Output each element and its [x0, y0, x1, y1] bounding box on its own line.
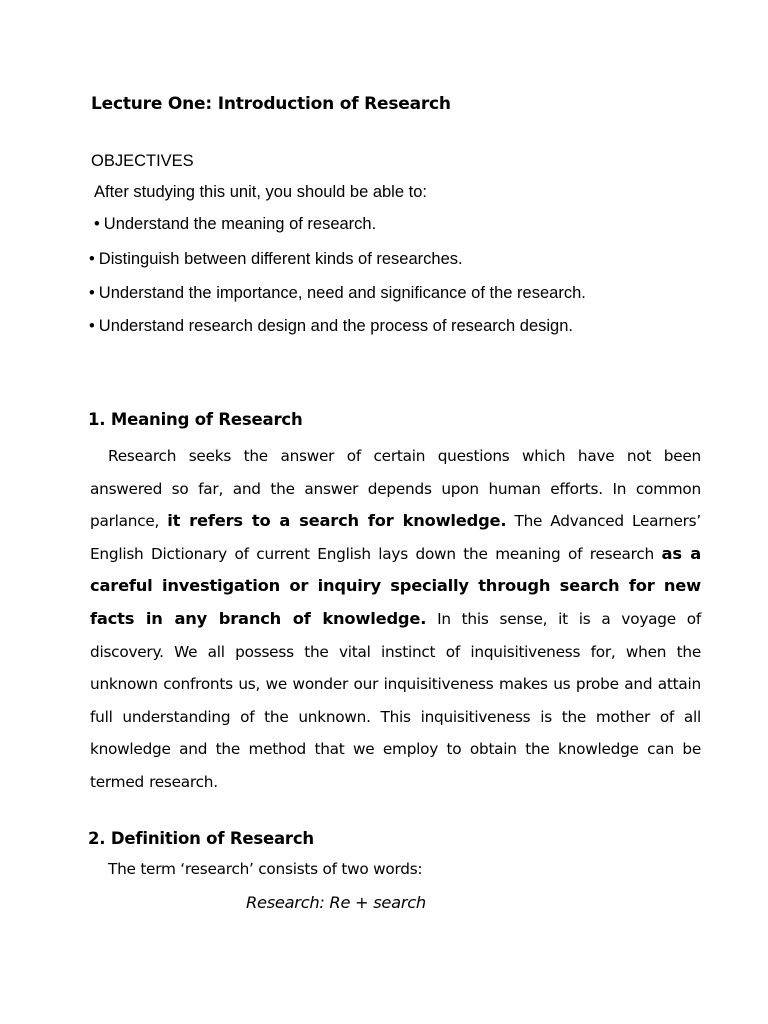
bullet-icon: • [89, 284, 95, 302]
section-heading-definition: 2. Definition of Research [88, 829, 314, 848]
paragraph-text: In this sense, it is a voyage of discovery. We all possess the vital instinct of inquisitiveness for, when the unknown confronts us, we wonder our inquisitiveness makes us probe and attain full understanding of the unknown. This inquisitiveness is the mother of all knowledge and the method that we employ to obtain the knowledge can be termed research. [90, 609, 701, 791]
bold-phrase: as a careful investigation or inquiry specially through search for new facts in any branch of knowledge. [90, 543, 701, 628]
section-heading-meaning: 1. Meaning of Research [88, 410, 303, 429]
objectives-intro: After studying this unit, you should be able to: [94, 183, 427, 201]
objective-text: Distinguish between different kinds of researches. [98, 250, 463, 268]
bullet-icon: • [89, 250, 95, 268]
research-formula: Research: Re + search [246, 893, 426, 912]
objective-text: Understand the importance, need and significance of the research. [98, 284, 586, 302]
objective-text: Understand the meaning of research. [103, 215, 377, 233]
bullet-icon: • [94, 215, 100, 233]
definition-intro: The term ‘research’ consists of two words: [108, 860, 423, 878]
objective-item [94, 215, 376, 234]
lecture-title: Lecture One: Introduction of Research [91, 94, 451, 114]
bold-phrase: it refers to a search for knowledge. [167, 511, 507, 531]
meaning-paragraph [90, 440, 701, 799]
objective-item [89, 250, 463, 269]
bullet-icon: • [89, 317, 95, 335]
objective-text: Understand research design and the process of research design. [98, 317, 573, 335]
objective-item [89, 284, 586, 303]
objective-item [89, 317, 573, 336]
paragraph-text: Research seeks the answer of certain questions which have not been answered so far, and the answer depends upon human efforts. In common parlance, [90, 447, 701, 531]
paragraph-text: The Advanced Learners’ English Dictionary of current English lays down the meaning of research [90, 512, 701, 563]
objectives-heading: OBJECTIVES [91, 152, 194, 170]
